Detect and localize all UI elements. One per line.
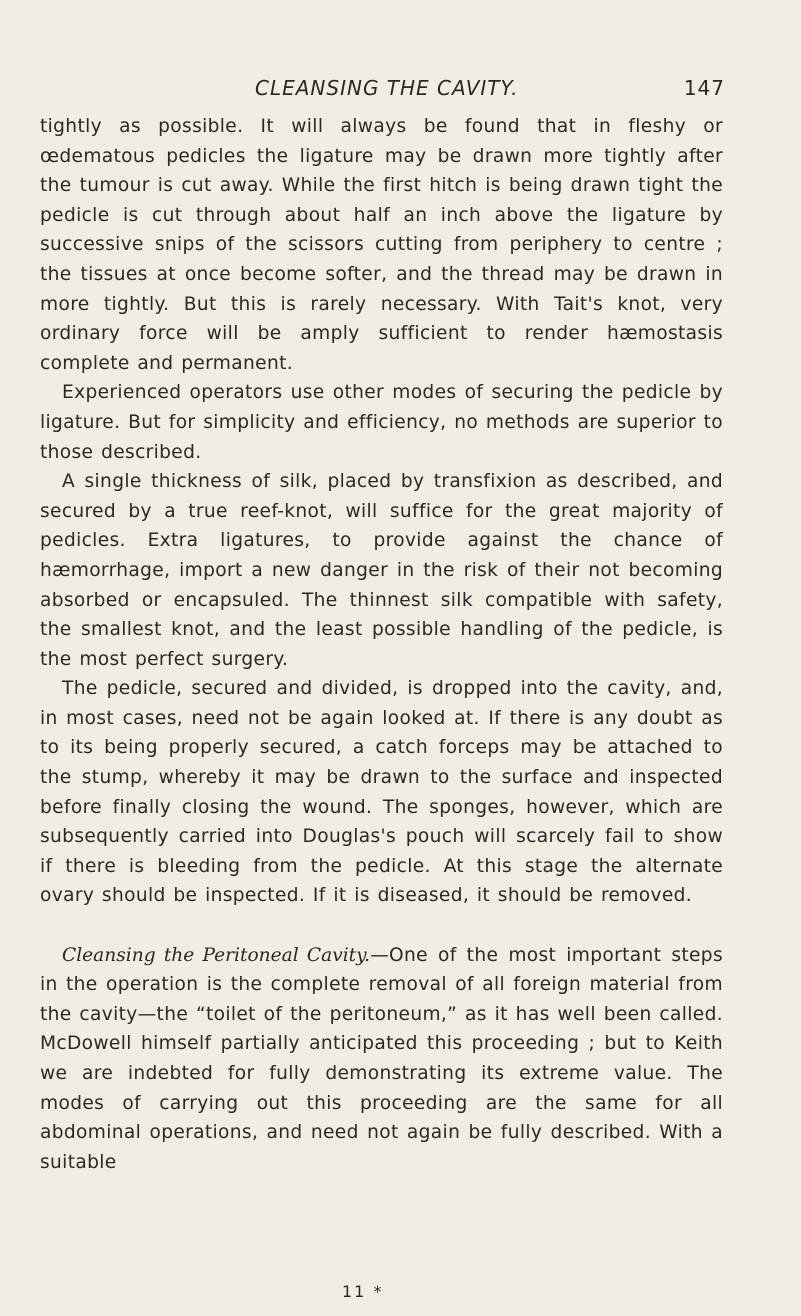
paragraph-single-thickness: A single thickness of silk, placed by transfixion as described, and secured by a true reef-knot, will suffice for the great majority of pedicles. Extra ligatures, to provide against the chance of hæmorrhage, import a new danger in the risk of their not becoming absorbed or encapsuled. The thinnest silk compatible with safety, the smallest knot, and the least possible handling of the pedicle, is the most perfect surgery. — [40, 471, 723, 670]
running-title: CLEANSING THE CAVITY. — [255, 76, 519, 100]
signature-mark: 11 * — [342, 1282, 384, 1301]
paragraph-experienced-operators: Experienced operators use other modes of securing the pedicle by ligature. But for simplicity and efficiency, no methods are superior to those described. — [40, 382, 723, 463]
section-text: —One of the most important steps in the operation is the complete removal of all foreign material from the cavity—the “toilet of the peritoneum,” as it has well been called. McDowell himself partially anticipated this proceeding ; but to Keith we are indebted for fully demonstrating its extreme value. The modes of carrying out this proceeding are the same for all abdominal operations, and need not again be fully described. With a suitable — [40, 944, 723, 1173]
paragraph-pedicle-dropped: The pedicle, secured and divided, is dropped into the cavity, and, in most cases, need not be again looked at. If there is any doubt as to its being properly secured, a catch forceps may be attached to the stump, whereby it may be drawn to the surface and inspected before finally closing the wound. The sponges, however, which are subsequently carried into Douglas's pouch will scarcely fail to show if there is bleeding from the pedicle. At this stage the alternate ovary should be inspected. If it is diseased, it should be removed. — [40, 678, 723, 907]
body-text — [40, 112, 723, 1177]
section-cleansing-paragraph — [40, 941, 723, 1178]
page-number: 147 — [683, 76, 725, 100]
running-head — [40, 76, 723, 102]
section-heading: Cleansing the Peritoneal Cavity. — [62, 944, 371, 966]
paragraph-continued: tightly as possible. It will always be found that in fleshy or œdematous pedicles the ligature may be drawn more tightly after the tumour is cut away. While the first hitch is being drawn tight the pedicle is cut through about half an inch above the ligature by successive snips of the scissors cutting from periphery to centre ; the tissues at once become softer, and the thread may be drawn in more tightly. But this is rarely necessary. With Tait's knot, very ordinary force will be amply sufficient to render hæmostasis complete and permanent. — [40, 116, 723, 374]
